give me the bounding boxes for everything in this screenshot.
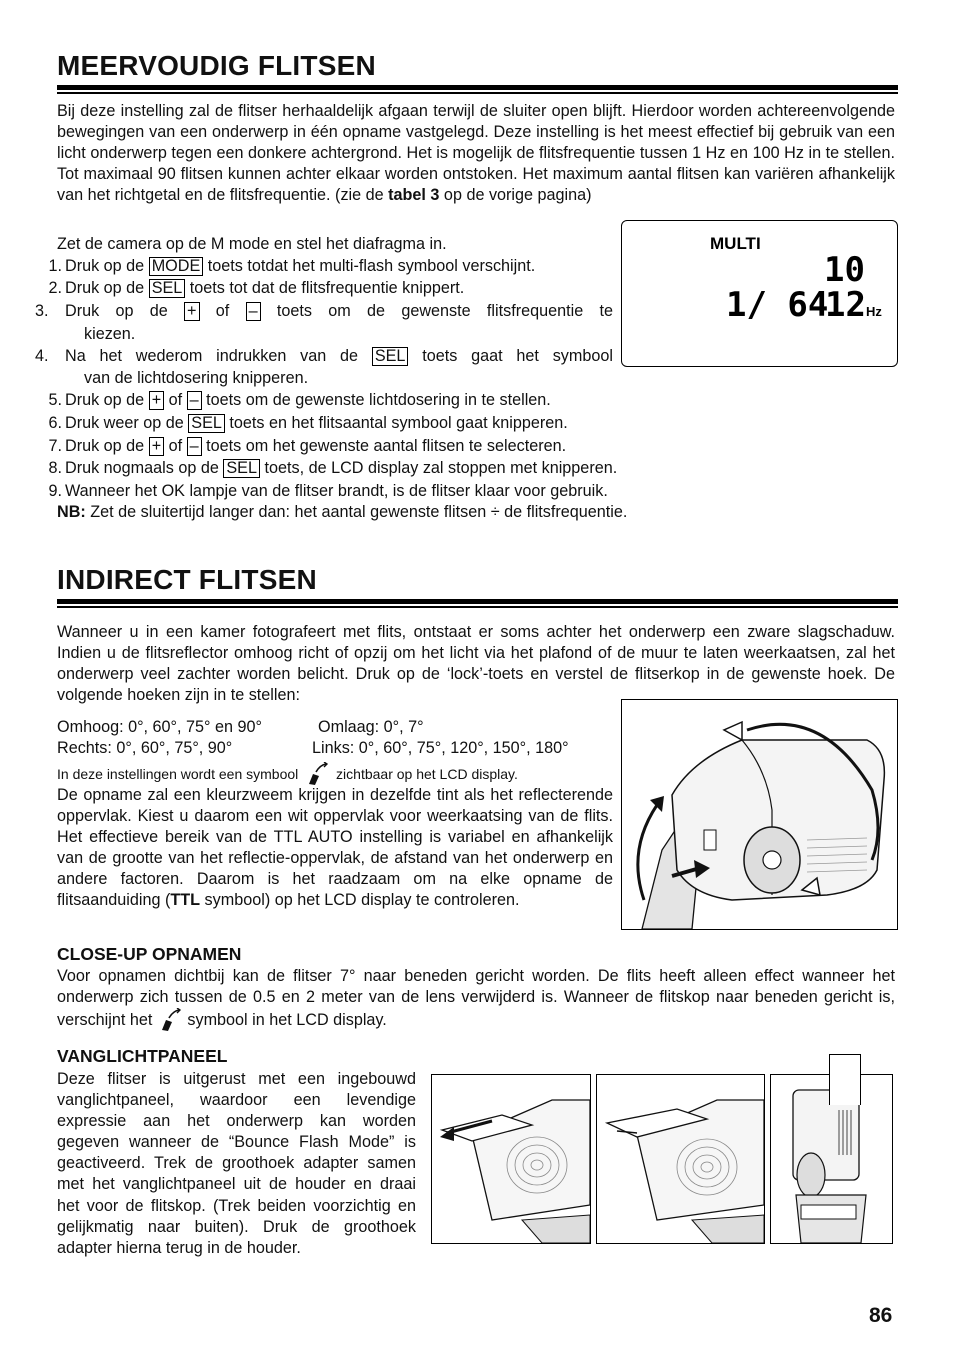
angles-left: Links: 0°, 60°, 75°, 120°, 150°, 180° [312, 739, 569, 757]
title-rule [57, 599, 898, 604]
lcd-frequency: 12 [825, 285, 866, 325]
angles-up: Omhoog: 0°, 60°, 75° en 90° [57, 718, 262, 736]
panel-title: VANGLICHTPANEEL [57, 1046, 228, 1066]
lcd-display [621, 220, 898, 367]
catchlight-panel [829, 1054, 861, 1105]
lcd-unit: Hz [866, 304, 882, 319]
step-8: 8. Druk nogmaals op de SEL toets, de LCD display zal stoppen met knipperen. [48, 459, 618, 477]
indirect-body: De opname zal een kleurzweem krijgen in dezelfde tint als het reflecterende oppervlak. Kiest u daarom een wit oppervlak voor weerkaatsing van de flits. Het effectieve bereik van de TTL AUTO instelling is variabel en afhankelijk van de grootte van het reflectie-oppervlak, de afstand van het onderwerp en andere factoren. Daarom is het raadzaam om na elke opname de flitsaanduiding (TTL symbool) op het LCD display te controleren. [57, 786, 613, 910]
step-1: 1. Druk op de MODE toets totdat het multi-flash symbool verschijnt. [48, 257, 536, 275]
bounce-symbol-line: In deze instellingen wordt een symbool zichtbaar op het LCD display. [57, 762, 518, 786]
lcd-count: 10 [824, 250, 865, 290]
indirect-intro: Wanneer u in een kamer fotografeert met flits, ontstaat er soms achter het onderwerp een zware slagschaduw. Indien u de flitsreflector omhoog richt of opzij om het licht via het plafond of de muur te laten weerkaatsen, zal het onderwerp veel zachter worden belicht. Druk op de ‘lock’-toets en verstel de flitserkop in de gewenste hoek. De volgende hoeken zijn in te stellen: [57, 623, 895, 705]
bounce-symbol-icon [306, 762, 328, 786]
title-rule-thin [57, 606, 898, 608]
panel-step-2-drawing [597, 1075, 764, 1243]
angles-right: Rechts: 0°, 60°, 75°, 90° [57, 739, 233, 757]
closeup-title: CLOSE-UP OPNAMEN [57, 944, 242, 964]
page-number: 86 [869, 1304, 893, 1327]
panel-figure-2 [596, 1074, 765, 1244]
lcd-power: 1/ 64 [726, 285, 829, 325]
flash-head-drawing [622, 700, 897, 929]
panel-figure-1 [431, 1074, 591, 1244]
step-9: 9. Wanneer het OK lampje van de flitser brandt, is de flitser klaar voor gebruik. [48, 482, 608, 500]
title-rule-thin [57, 92, 898, 94]
section-title-indirect: INDIRECT FLITSEN [57, 564, 317, 595]
bounce-flash-illustration [621, 699, 898, 930]
bounce-symbol-icon [159, 1008, 181, 1032]
step-4-cont: van de lichtdosering knipperen. [84, 369, 309, 387]
step-2: 2. Druk op de SEL toets tot dat de flitsfrequentie knippert. [48, 279, 465, 297]
step-5: 5. Druk op de + of – toets om de gewenste lichtdosering in te stellen. [48, 391, 551, 409]
multi-setup: Zet de camera op de M mode en stel het diafragma in. [57, 235, 447, 253]
lcd-mode: MULTI [710, 234, 761, 253]
panel-step-1-drawing [432, 1075, 590, 1243]
step-4: 4. Na het wederom indrukken van de SEL toets gaat het symbool [35, 347, 613, 365]
section-title-multi: MEERVOUDIG FLITSEN [57, 50, 376, 81]
multi-note: NB: Zet de sluitertijd langer dan: het aantal gewenste flitsen ÷ de flitsfrequentie. [57, 503, 628, 521]
step-3-cont: kiezen. [84, 325, 136, 343]
step-7: 7. Druk op de + of – toets om het gewenste aantal flitsen te selecteren. [48, 437, 567, 455]
step-6: 6. Druk weer op de SEL toets en het flitsaantal symbool gaat knipperen. [48, 414, 568, 432]
closeup-text: Voor opnamen dichtbij kan de flitser 7° naar beneden gericht worden. De flits heeft alleen effect wanneer het onderwerp zich tussen de 0.5 en 2 meter van de lens verwijderd is. Wanneer de flitskop naar beneden gericht is, verschijnt het symbool in het LCD display. [57, 966, 895, 1032]
step-3: 3. Druk op de + of – toets om de gewenste flitsfrequentie te [35, 302, 613, 320]
title-rule [57, 85, 898, 90]
panel-text: Deze flitser is uitgerust met een ingebouwd vanglichtpaneel, waardoor een levendige expressie aan het onderwerp kan worden gegeven wanneer de “Bounce Flash Mode” is geactiveerd. Trek de groothoek adapter samen met het vanglichtpaneel uit de houder en draai het voor de flitskop. (Trek beiden voorzichtig en gelijkmatig naar buiten). Druk de groothoek adapter hierna terug in de houder. [57, 1070, 416, 1257]
lcd-digits [622, 221, 897, 366]
multi-intro: Bij deze instelling zal de flitser herhaaldelijk afgaan terwijl de sluiter open blijft. Hierdoor worden achtereenvolgende bewegingen van een onderwerp in één opname vastgelegd. Deze instelling is het meest effectief bij gebruik van een licht onderwerp tegen een donkere achtergrond. Het is mogelijk de flitsfrequentie tussen 1 Hz en 100 Hz in te stellen. Tot maximaal 90 flitsen kunnen achter elkaar worden ontstoken. Het maximum aantal flitsen kan variëren afhankelijk van het richtgetal en de flitsfrequentie. (zie de tabel 3 op de vorige pagina) [57, 102, 895, 205]
angles-down: Omlaag: 0°, 7° [318, 718, 424, 736]
